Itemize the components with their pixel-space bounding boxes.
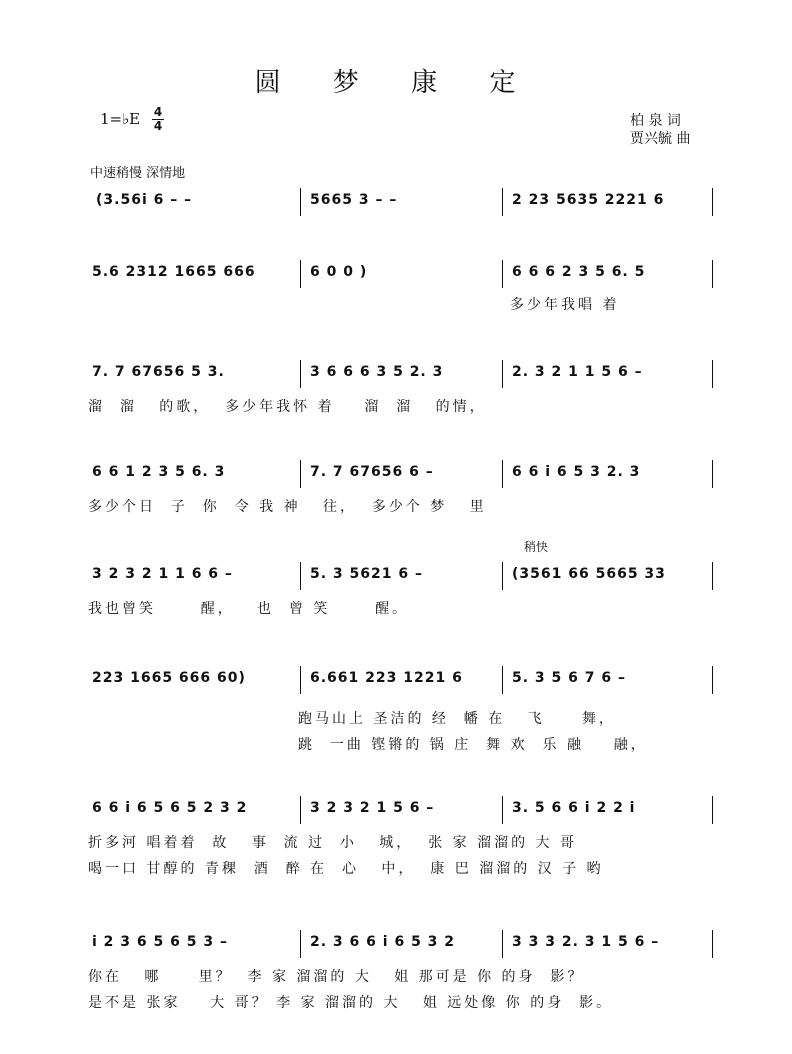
bar: 5. 3 5 6 7 6 – — [512, 670, 627, 686]
score-row-1 — [82, 182, 722, 222]
bar: 6 0 0 ) — [310, 264, 368, 280]
bar: 6 6 i 6 5 3 2. 3 — [512, 464, 641, 480]
bar: 5. 3 5621 6 – — [310, 566, 424, 582]
lyric-line: 我也曾笑 醒， 也 曾 笑 醒。 — [88, 601, 410, 617]
bar: 3 2 3 2 1 1 6 6 – — [92, 566, 233, 582]
bar: 7. 7 67656 5 3. — [92, 364, 225, 380]
lyric-line: 多少个日 子 你 令 我 神 往， 多少个 梦 里 — [88, 499, 487, 515]
score-row-3 — [82, 354, 722, 394]
bar: 5665 3 – – — [310, 192, 398, 208]
bar: 3 6 6 6 3 5 2. 3 — [310, 364, 444, 380]
bar: 6 6 6 2 3 5 6. 5 — [512, 264, 646, 280]
lyric-line: 溜 溜 的歌， 多少年我怀 着 溜 溜 的情， — [88, 399, 487, 415]
credits — [630, 112, 690, 148]
lyric-line: 喝一口 甘醇的 青稞 酒 醉 在 心 中， 康 巴 溜溜的 汉 子 哟 — [88, 861, 604, 877]
lyric-line: 跑马山上 圣洁的 经 幡 在 飞 舞， — [298, 711, 616, 727]
bar: 2 23 5635 2221 6 — [512, 192, 665, 208]
score-row-8 — [82, 924, 722, 964]
bar: (3.56i 6 – – — [96, 192, 193, 208]
bar: 3 3 3 2. 3 1 5 6 – — [512, 934, 660, 950]
bar: 2. 3 2 1 1 5 6 – — [512, 364, 643, 380]
lyric-line: 你在 哪 里？ 李 家 溜溜的 大 姐 那可是 你 的身 影？ — [88, 969, 585, 985]
bar: 3. 5 6 6 i 2 2 i — [512, 800, 636, 816]
score-row-4 — [82, 454, 722, 494]
bar: 5.6 2312 1665 666 — [92, 264, 256, 280]
bar: i 2 3 6 5 6 5 3 – — [92, 934, 228, 950]
lyric-line: 是不是 张家 大 哥？ 李 家 溜溜的 大 姐 远处像 你 的身 影。 — [88, 995, 614, 1011]
score-row-6 — [82, 660, 722, 700]
tempo-faster: 稍快 — [524, 540, 549, 554]
bar: 6 6 i 6 5 6 5 2 3 2 — [92, 800, 248, 816]
lyric-line: 多少年我唱 着 — [510, 297, 620, 313]
bar: 223 1665 666 60) — [92, 670, 246, 686]
bar: 6.661 223 1221 6 — [310, 670, 463, 686]
key-signature: 1=♭E — [100, 110, 141, 128]
bar: (3561 66 5665 33 — [512, 566, 666, 582]
bar: 7. 7 67656 6 – — [310, 464, 434, 480]
meter-bottom: 4 — [153, 119, 163, 133]
bar: 2. 3 6 6 i 6 5 3 2 — [310, 934, 456, 950]
meter-top: 4 — [153, 105, 163, 119]
score-row-2 — [82, 254, 722, 294]
lyric-line: 跳 一曲 铿锵的 锅 庄 舞 欢 乐 融 融， — [298, 737, 648, 753]
score-row-5 — [82, 556, 722, 596]
song-title: 圆 梦 康 定 — [254, 68, 538, 98]
composer: 贾兴毓 曲 — [630, 131, 691, 147]
time-signature — [152, 106, 164, 133]
lyricist: 柏 泉 词 — [630, 113, 681, 129]
tempo-marking: 中速稍慢 深情地 — [90, 166, 186, 181]
bar: 3 2 3 2 1 5 6 – — [310, 800, 435, 816]
score-row-7 — [82, 790, 722, 830]
bar: 6 6 1 2 3 5 6. 3 — [92, 464, 226, 480]
lyric-line: 折多河 唱着着 故 事 流 过 小 城， 张 家 溜溜的 大 哥 — [88, 835, 578, 851]
